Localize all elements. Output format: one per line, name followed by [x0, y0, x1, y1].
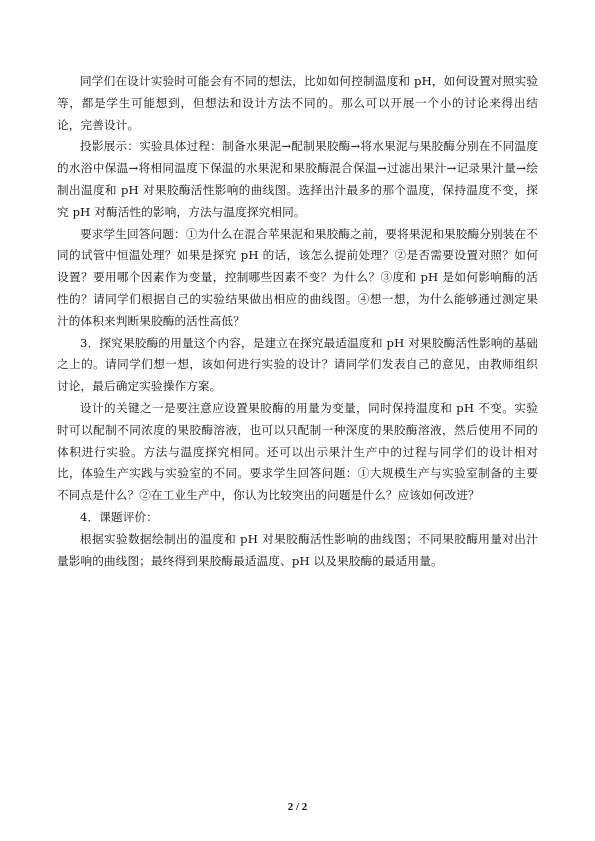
paragraph-enzyme-dosage: 3．探究果胶酶的用量这个内容，是建立在探究最适温度和 pH 对果胶酶活性影响的基础之上的。请同学们想一想，该如何进行实验的设计？请同学们发表自己的意见，由教师组织讨论，最后确定实验操作方案。: [57, 335, 538, 394]
heading-evaluation: 4．课题评价：: [80, 509, 158, 524]
paragraph-evaluation: 根据实验数据绘制出的温度和 pH 对果胶酶活性影响的曲线图；不同果胶酶用量对出汁量影响的曲线图；最终得到果胶酶最适温度、pH 以及果胶酶的最适用量。: [57, 531, 538, 568]
page-number: 2 / 2: [287, 801, 308, 813]
paragraph-projection-process: 投影展示：实验具体过程：制备水果泥→配制果胶酶→将水果泥与果胶酶分别在不同温度的水浴中保温→将相同温度下保温的水果泥和果胶酶混合保温→过滤出果汁→记录果汁量→绘制出温度和 pH 对果胶酶活性影响的曲线图。选择出汁最多的那个温度，保持温度不变，探究 pH 对酶活性的影响，方法与温度探究相同。: [57, 139, 538, 219]
paragraph-student-questions: 要求学生回答问题：①为什么在混合苹果泥和果胶酶之前，要将果泥和果胶酶分别装在不同的试管中恒温处理？如果是探究 pH 的话，该怎么提前处理？②是否需要设置对照？如何设置？要用哪个因素作为变量，控制哪些因素不变？为什么？③度和 pH 是如何影响酶的活性的？请同学们根据自己的实验结果做出相应的曲线图。④想一想，为什么能够通过测定果汁的体积来判断果胶酶的活性高低？: [57, 226, 539, 328]
paragraph-design-discussion: 同学们在设计实验时可能会有不同的想法，比如如何控制温度和 pH，如何设置对照实验等，都是学生可能想到，但想法和设计方法不同的。那么可以开展一个小的讨论来得出结论，完善设计。: [57, 74, 538, 132]
paragraph-design-key: 设计的关键之一是要注意应设置果胶酶的用量为变量，同时保持温度和 pH 不变。实验时可以配制不同浓度的果胶酶溶液，也可以只配制一种深度的果胶酶溶液，然后使用不同的体积进行实验。方法与温度探究相同。还可以出示果汁生产中的过程与同学们的设计相对比，体验生产实践与实验室的不同。要求学生回答问题：①大规模生产与实验室制备的主要不同点是什么？②在工业生产中，你认为比较突出的问题是什么？应该如何改进？: [57, 400, 538, 503]
document-body: [57, 71, 538, 572]
